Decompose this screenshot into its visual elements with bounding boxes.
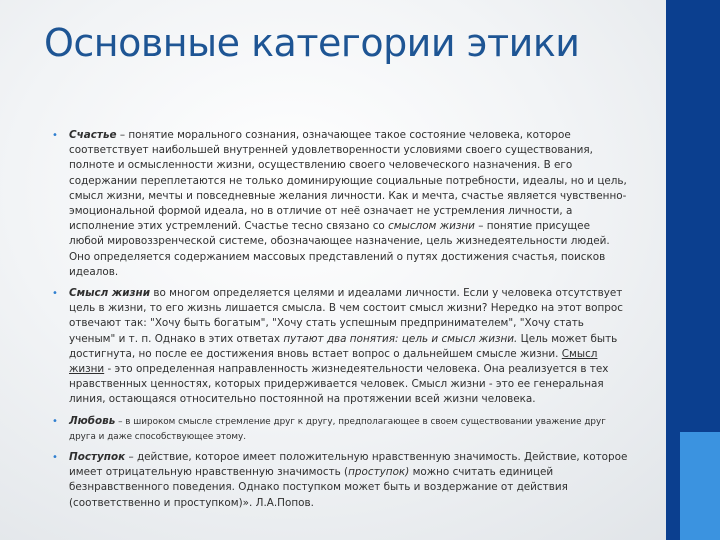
emphasis-text: путают два понятия: цель и смысл жизни.: [283, 332, 518, 345]
side-accent-block: [680, 432, 720, 540]
list-item-meaning-of-life: [52, 286, 628, 408]
definition-text: Цель может быть достигнута, но после ее достижения вновь встает вопрос о дальнейшем смысле жизни.: [69, 332, 618, 360]
list-item-happiness: [52, 128, 628, 280]
bullet-list: [52, 128, 628, 517]
term-meaning-of-life: Смысл жизни: [69, 287, 151, 300]
definition-text: – действие, которое имеет положительную нравственную значимость. Действие, которое имеет отрицательную нравственную значимость (: [69, 451, 628, 479]
emphasis-text: смыслом жизни: [388, 220, 475, 233]
list-item-love: [52, 414, 628, 444]
bullet-icon: •: [52, 288, 58, 300]
bullet-icon: •: [52, 130, 58, 141]
term-deed: Поступок: [69, 451, 126, 464]
definition-text: – понятие морального сознания, означающее такое состояние человека, которое соответствует наибольшей внутренней удовлетворенности условиями своего существования, полноте и осмысленности жизни, осуществлению своего человеческого назначения. В его содержании переплетаются не только доминирующие социальные потребности, идеалы, но и цель, смысл жизни, мечты и повседневные желания личности. Как и мечта, счастье является чувственно-эмоциональной формой идеала, но в отличие от неё означает не устремления личности, а исполнение этих устремлений. Счастье тесно связано со: [69, 129, 627, 233]
list-item-deed: [52, 450, 628, 511]
emphasis-text: проступок): [348, 466, 410, 479]
term-love: Любовь: [69, 414, 116, 427]
slide-title: Основные категории этики: [44, 21, 580, 65]
definition-text: можно считать единицей безнравственного поведения. Однако поступком может быть и воздержание от действия (соответственно и проступком)». Л.А.Попов.: [69, 466, 568, 509]
definition-text: во многом определяется целями и идеалами личности. Если у человека отсутствует цель в жизни, то его жизнь лишается смысла. В чем состоит смысл жизни? Нередко на этот вопрос отвечают так: "Хочу быть богатым", "Хочу стать успешным предпринимателем", "Хочу стать ученым" и т. п. Однако в этих ответах: [69, 287, 623, 345]
bullet-icon: •: [52, 415, 58, 427]
bullet-icon: •: [52, 452, 58, 464]
underlined-term: Смысл жизни: [69, 347, 598, 376]
term-happiness: Счастье: [69, 129, 117, 141]
definition-text: - это определенная направленность жизнедеятельности человека. Она реализуется в тех нравственных ценностях, которых придерживается человек. Смысл жизни - это ее генеральная линия, остающаяся относительно постоянной на протяжении всей жизни человека.: [69, 363, 609, 406]
definition-text: – понятие присущее любой мировоззренческой системе, обозначающее назначение, цель жизнедеятельности людей. Оно определяется содержанием массовых представлений о путях достижения счастья, поисков идеалов.: [69, 220, 610, 278]
definition-text: – в широком смысле стремление друг к другу, предполагающее в своем существовании уважение друг друга и даже способствующее этому.: [69, 416, 606, 442]
